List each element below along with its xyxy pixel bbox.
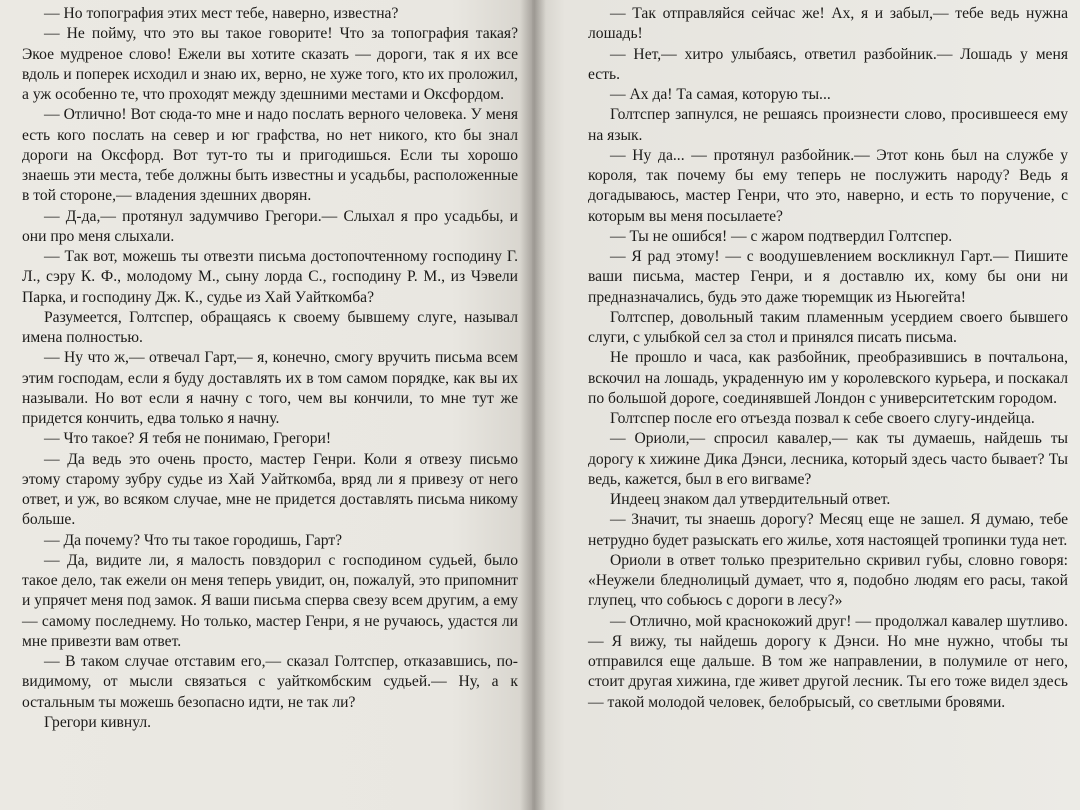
paragraph: — Не пойму, что это вы такое говорите! Что за топография такая? Экое мудреное слово! Ежели вы хотите сказать — дороги, так я их все вдоль и поперек исходил и знаю их, верно, не хуже того, кто их проложил, а уж особенно те, что проходят между здешними местами и Оксфордом. xyxy=(22,25,518,103)
paragraph: — Ах да! Та самая, которую ты... xyxy=(610,86,831,103)
paragraph: Голтспер после его отъезда позвал к себе своего слугу-индейца. xyxy=(610,410,1035,427)
paragraph: — Нет,— хитро улыбаясь, ответил разбойник.— Лошадь у меня есть. xyxy=(588,45,1068,83)
right-page-text xyxy=(588,4,1068,713)
paragraph: — Ориоли,— спросил кавалер,— как ты думаешь, найдешь ты дорогу к хижине Дика Дэнси, лесника, который здесь часто бывает? Ты ведь, кажется, был в его вигваме? xyxy=(588,430,1068,488)
left-page xyxy=(0,0,532,810)
paragraph: Голтспер, довольный таким пламенным усердием своего бывшего слуги, с улыбкой сел за стол и принялся писать письма. xyxy=(588,308,1068,346)
paragraph: — Да, видите ли, я малость повздорил с господином судьей, было такое дело, так ежели он меня теперь увидит, он, пожалуй, это припомнит и упрячет меня под замок. Я ваши письма сперва свезу всем другим, а ему — самому последнему. Но только, мастер Генри, я не ручаюсь, удастся ли мне привезти вам ответ. xyxy=(22,551,518,650)
paragraph: — Так вот, можешь ты отвезти письма достопочтенному господину Г. Л., сэру К. Ф., молодому М., сыну лорда С., господину Р. М., из Чэвели Парка, и господину Дж. К., судье из Хай Уайткомба? xyxy=(22,248,518,306)
left-page-text xyxy=(22,4,518,733)
paragraph: Индеец знаком дал утвердительный ответ. xyxy=(610,491,891,508)
paragraph: — Я рад этому! — с воодушевлением воскликнул Гарт.— Пишите ваши письма, мастер Генри, и я доставлю их, кому бы они ни предназначались, будь это даже тюремщик из Ньюгейта! xyxy=(588,248,1068,306)
paragraph: — Значит, ты знаешь дорогу? Месяц еще не зашел. Я думаю, тебе нетрудно будет разыскать его жилье, хотя настоящей тропинки туда нет. xyxy=(588,511,1068,549)
paragraph: Грегори кивнул. xyxy=(44,713,152,731)
paragraph: — Д-да,— протянул задумчиво Грегори.— Слыхал я про усадьбы, и они про меня слыхали. xyxy=(22,207,518,245)
paragraph: — Ну да... — протянул разбойник.— Этот конь был на службе у короля, так почему бы ему теперь не послужить народу? Ведь я догадываюсь, мастер Генри, что это, наверно, и есть то поручение, с которым вы меня посылаете? xyxy=(588,146,1068,225)
paragraph: Ориоли в ответ только презрительно скривил губы, словно говоря: «Неужели бледнолицый думает, что я, подобно людям его расы, такой глупец, что собьюсь с дороги в лесу?» xyxy=(588,551,1068,610)
paragraph: — Но топография этих мест тебе, наверно, известна? xyxy=(44,5,399,22)
paragraph: Не прошло и часа, как разбойник, преобразившись в почтальона, вскочил на лошадь, украденную им у королевского курьера, и поскакал по большой дороге, соединявшей Лондон с университетским городом. xyxy=(588,349,1068,407)
paragraph: — В таком случае отставим его,— сказал Голтспер, отказавшись, по-видимому, от мысли связаться с уайткомбским судьей.— Ну, а к остальным ты можешь безопасно идти, не так ли? xyxy=(22,653,518,711)
paragraph: — Отлично, мой краснокожий друг! — продолжал кавалер шутливо.— Я вижу, ты найдешь дорогу к Дэнси. Но мне нужно, чтобы ты отправился еще дальше. В том же направлении, в полумиле от него, стоит другая хижина, где живет другой лесник. Ты его тоже видел здесь — такой молодой человек, белобрысый, со светлыми бровями. xyxy=(588,612,1068,711)
paragraph: — Ну что ж,— отвечал Гарт,— я, конечно, смогу вручить письма всем этим господам, если я буду доставлять их в том самом порядке, как вы их называли. Но вот если я начну с того, чем вы кончили, то мне тут же придется кончить, едва только я начну. xyxy=(22,349,518,427)
paragraph: — Так отправляйся сейчас же! Ах, я и забыл,— тебе ведь нужна лошадь! xyxy=(588,5,1068,43)
paragraph: Разумеется, Голтспер, обращаясь к своему бывшему слуге, называл имена полностью. xyxy=(22,308,518,346)
paragraph: — Да почему? Что ты такое городишь, Гарт? xyxy=(44,531,343,549)
right-page xyxy=(532,0,1080,810)
paragraph: — Отлично! Вот сюда-то мне и надо послать верного человека. У меня есть кого послать на север и юг графства, но нет никого, кто бы знал дороги на Оксфорд. Вот тут-то ты и пригодишься. Если ты хорошо знаешь эти места, тебе должны быть известны и усадьбы, расположенные в той стороне,— владения здешних дворян. xyxy=(22,106,518,205)
paragraph: — Ты не ошибся! — с жаром подтвердил Голтспер. xyxy=(610,227,953,245)
paragraph: Голтспер запнулся, не решаясь произнести слово, просившееся ему на язык. xyxy=(588,106,1068,144)
paragraph: — Что такое? Я тебя не понимаю, Грегори! xyxy=(44,430,332,448)
paragraph: — Да ведь это очень просто, мастер Генри. Коли я отвезу письмо этому старому зубру судье из Хай Уайткомба, вряд ли я привезу от него ответ, и уж, во всяком случае, мне не придется доставлять письма никому больше. xyxy=(22,450,518,529)
